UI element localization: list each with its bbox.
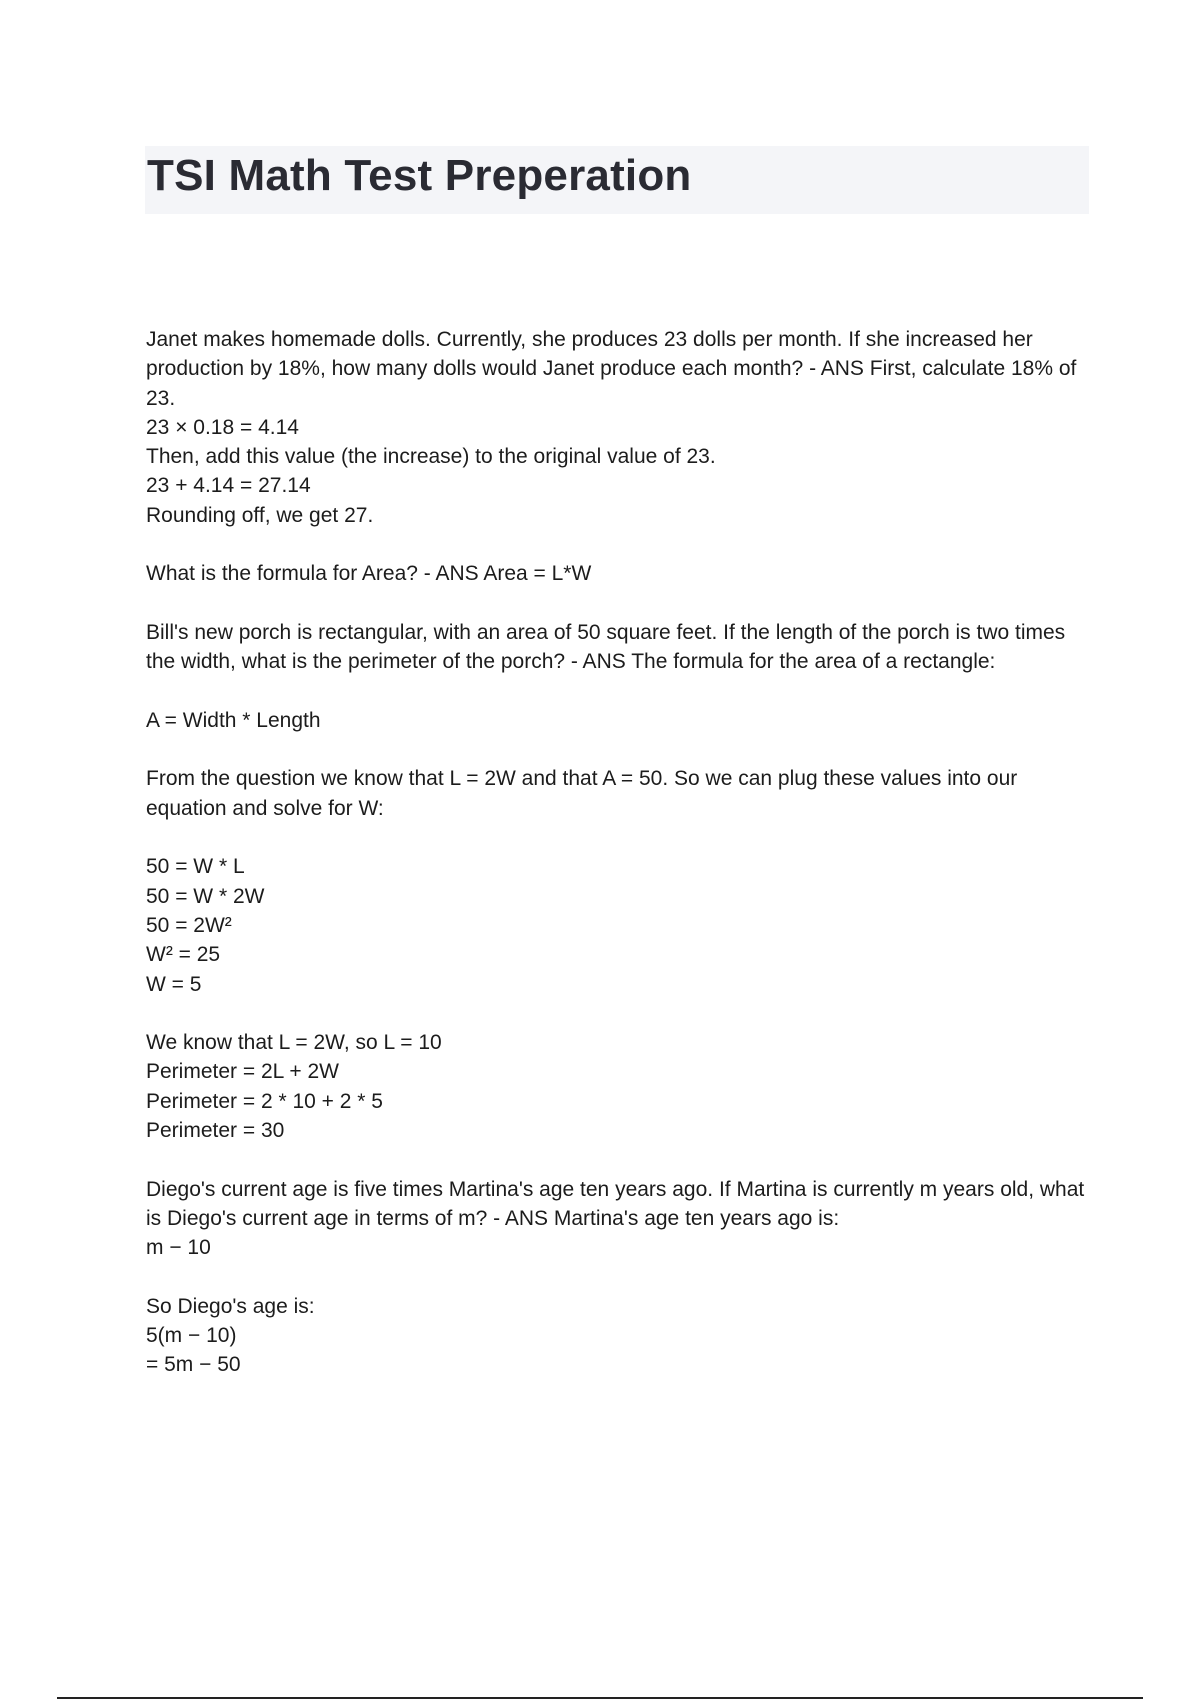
equation-line: So Diego's age is: <box>146 1294 315 1318</box>
equation-line: 50 = W * 2W <box>146 884 265 908</box>
qa-block <box>146 764 1091 823</box>
equation-line: = 5m − 50 <box>146 1353 241 1377</box>
qa-block <box>146 618 1091 677</box>
equation-line: W² = 25 <box>146 943 221 967</box>
qa-block <box>146 559 1091 588</box>
paragraph-text: What is the formula for Area? - ANS Area = L*W <box>146 562 592 586</box>
qa-block <box>146 1175 1091 1263</box>
paragraph-text: Diego's current age is five times Martina's age ten years ago. If Martina is currently m years old, what is Diego's current age in terms of m? - ANS Martina's age ten years ago is: <box>146 1177 1085 1230</box>
equation-line: Then, add this value (the increase) to the original value of 23. <box>146 445 716 469</box>
qa-block <box>146 1028 1091 1145</box>
equation-line: m − 10 <box>146 1236 211 1260</box>
equation-line: 50 = 2W² <box>146 913 232 937</box>
equation-line: Rounding off, we get 27. <box>146 503 374 527</box>
equation-line: 23 + 4.14 = 27.14 <box>146 474 311 498</box>
title-banner <box>145 146 1089 214</box>
equation-line: Perimeter = 30 <box>146 1119 285 1143</box>
equation-line: 5(m − 10) <box>146 1324 237 1348</box>
paragraph-text: Janet makes homemade dolls. Currently, she produces 23 dolls per month. If she increased her production by 18%, how many dolls would Janet produce each month? - ANS First, calculate 18% of 23. <box>146 328 1077 410</box>
footer-divider <box>57 1697 1143 1699</box>
equation-line: 23 × 0.18 = 4.14 <box>146 415 299 439</box>
equation-line: 50 = W * L <box>146 855 245 879</box>
equation-line: We know that L = 2W, so L = 10 <box>146 1031 442 1055</box>
page-title: TSI Math Test Preperation <box>147 151 692 200</box>
equation-line: W = 5 <box>146 972 202 996</box>
paragraph-text: Bill's new porch is rectangular, with an area of 50 square feet. If the length of the porch is two times the width, what is the perimeter of the porch? - ANS The formula for the area of a rectangle: <box>146 620 1066 674</box>
qa-block <box>146 1292 1091 1380</box>
equation-line: A = Width * Length <box>146 708 321 732</box>
qa-block <box>146 325 1091 530</box>
document-body <box>146 325 1091 1409</box>
equation-line: Perimeter = 2 * 10 + 2 * 5 <box>146 1089 383 1113</box>
equation-line: Perimeter = 2L + 2W <box>146 1060 339 1084</box>
qa-block <box>146 852 1091 998</box>
paragraph-text: From the question we know that L = 2W and that A = 50. So we can plug these values into our equation and solve for W: <box>146 767 1018 820</box>
qa-block <box>146 706 1091 735</box>
